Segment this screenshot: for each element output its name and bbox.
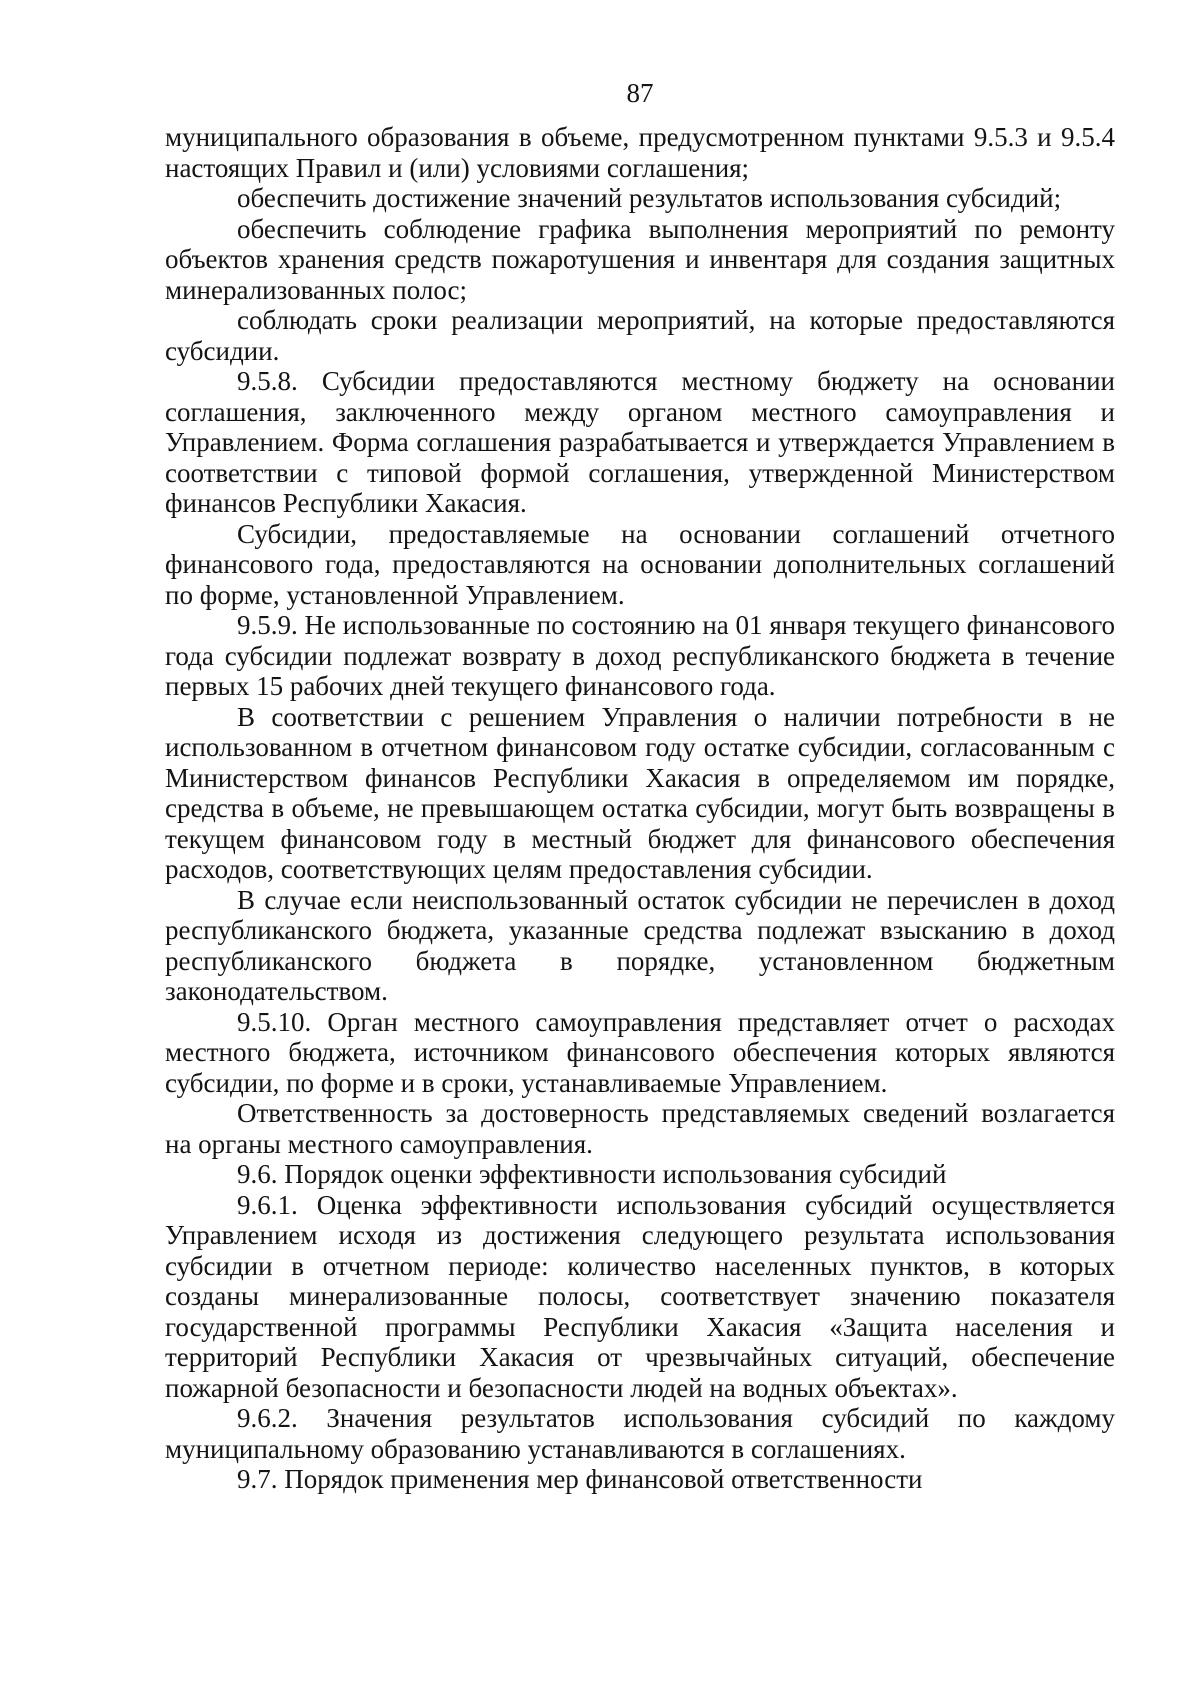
paragraph-schedule-compliance: обеспечить соблюдение графика выполнения мероприятий по ремонту объектов хранения средств пожаротушения и инвентаря для создания защитных минерализованных полос; <box>165 213 1115 305</box>
paragraph-recovery: В случае если неиспользованный остаток субсидии не перечислен в доход республиканского бюджета, указанные средства подлежат взысканию в доход республиканского бюджета в порядке, установленном бюджетным законодательством. <box>165 884 1115 1006</box>
paragraph-9-5-8: 9.5.8. Субсидии предоставляются местному бюджету на основании соглашения, заключенного между органом местного самоуправления и Управлением. Форма соглашения разрабатывается и утверждается Управлением в соответствии с типовой формой соглашения, утвержденной Министерством финансов Республики Хакасия. <box>165 366 1115 518</box>
page-number: 87 <box>626 78 654 108</box>
paragraph-deadlines: соблюдать сроки реализации мероприятий, на которые предоставляются субсидии. <box>165 305 1115 366</box>
paragraph-subsidies-prior-year: Субсидии, предоставляемые на основании соглашений отчетного финансового года, предоставляются на основании дополнительных соглашений по форме, установленной Управлением. <box>165 518 1115 610</box>
section-heading-9-6: 9.6. Порядок оценки эффективности использования субсидий <box>237 1159 947 1189</box>
paragraph-9-5-9: 9.5.9. Не использованные по состоянию на 01 января текущего финансового года субсидии подлежат возврату в доход республиканского бюджета в течение первых 15 рабочих дней текущего финансового года. <box>165 610 1115 701</box>
paragraph-results-achievement: обеспечить достижение значений результатов использования субсидий; <box>237 183 1062 213</box>
paragraph-remaining-balance: В соответствии с решением Управления о наличии потребности в не использованном в отчетном финансовом году остатке субсидии, согласованным с Министерством финансов Республики Хакасия в определяемом им порядке, средства в объеме, не превышающем остатка субсидии, могут быть возвращены в текущем финансовом году в местный бюджет для финансового обеспечения расходов, соответствующих целям предоставления субсидии. <box>165 701 1115 884</box>
paragraph-9-6-2: 9.6.2. Значения результатов использования субсидий по каждому муниципальному образованию устанавливаются в соглашениях. <box>165 1403 1115 1464</box>
paragraph-responsibility: Ответственность за достоверность представляемых сведений возлагается на органы местного самоуправления. <box>165 1098 1115 1159</box>
paragraph-9-5-10: 9.5.10. Орган местного самоуправления представляет отчет о расходах местного бюджета, источником финансового обеспечения которых являются субсидии, по форме и в сроки, устанавливаемые Управлением. <box>165 1006 1115 1098</box>
document-body <box>165 122 1115 1495</box>
section-heading-9-7: 9.7. Порядок применения мер финансовой ответственности <box>237 1464 923 1494</box>
paragraph-continuation: муниципального образования в объеме, предусмотренном пунктами 9.5.3 и 9.5.4 настоящих Правил и (или) условиями соглашения; <box>165 122 1115 183</box>
paragraph-9-6-1: 9.6.1. Оценка эффективности использования субсидий осуществляется Управлением исходя из достижения следующего результата использования субсидии в отчетном периоде: количество населенных пунктов, в которых созданы минерализованные полосы, соответствует значению показателя государственной программы Республики Хакасия «Защита населения и территорий Республики Хакасия от чрезвычайных ситуаций, обеспечение пожарной безопасности и безопасности людей на водных объектах». <box>165 1189 1115 1403</box>
